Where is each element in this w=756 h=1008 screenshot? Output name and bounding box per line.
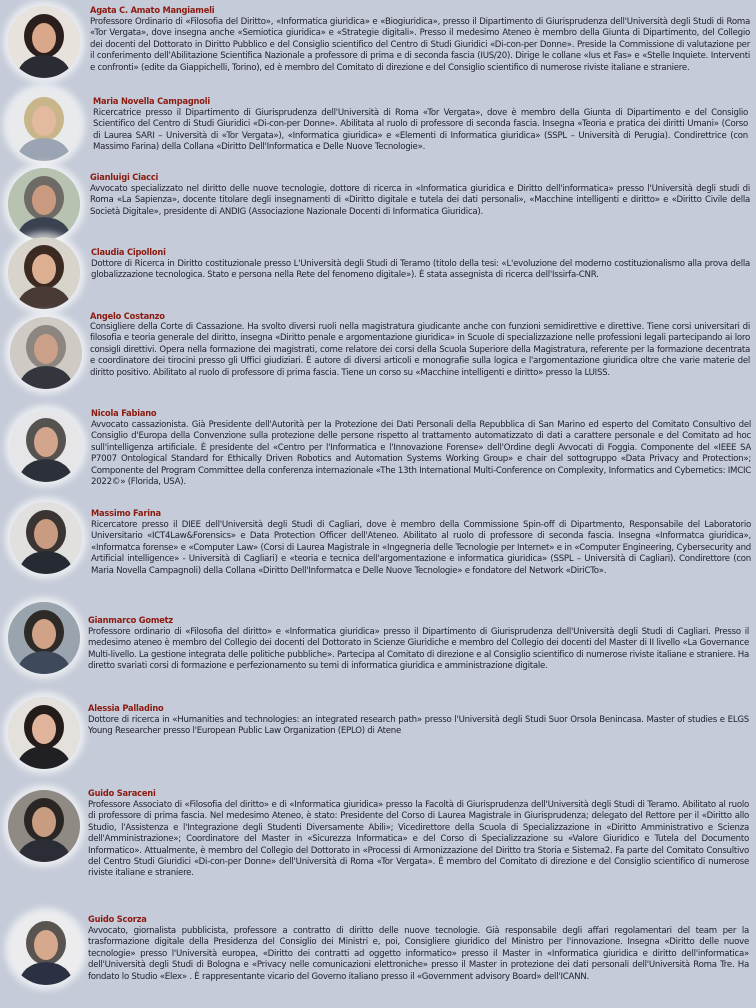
speaker-name: Claudia Cipolloni: [91, 247, 166, 258]
portrait-photo: [10, 317, 82, 389]
speaker-bio: Dottore di Ricerca in Diritto costituzionale presso L'Università degli Studi di Teramo (titolo della tesi: «L'evoluzione del moderno costituzionalismo alla prova della globalizzazione tecnologica. Stato e persona nella Rete del fenomeno digitale»). È stata assegnista di ricerca dell'Issirfa-CNR.: [91, 259, 750, 281]
portrait-photo: [8, 602, 80, 674]
speaker-bio: Consigliere della Corte di Cassazione. Ha svolto diversi ruoli nella magistratura giudicante anche con funzioni semidirettive e direttive. Tiene corsi universitari di filosofia e teoria generale del diritto, insegna «Diritto penale e argomentazione giuridica» in Scuole di specializzazione nelle professioni legali partecipando ai loro consigli direttivi. Opera nella formazione dei magistrati, come relatore dei corsi della Scuola Superiore della Magistratura, referente per la formazione decentrata e coordinatore dei tirocini presso gli Uffici giudiziari. È autore di diversi articoli e monografie sulla logica e l'argomentazione giuridica oltre che varie materie del diritto positivo. Abilitato al ruolo di professore di prima fascia. Tiene un corso su «Macchine intelligenti e diritto» presso la LUISS.: [90, 322, 750, 378]
speaker-bio: Dottore di ricerca in «Humanities and technologies: an integrated research path» presso l'Università degli Studi Suor Orsola Benincasa. Master of studies e ELGS Young Researcher presso l'European Public Law Organization (EPLO) di Atene: [88, 715, 749, 737]
portrait-photo: [10, 502, 82, 574]
portrait-photo: [8, 89, 80, 161]
portrait-photo: [8, 790, 80, 862]
portrait-photo: [10, 913, 82, 985]
portrait-photo: [10, 410, 82, 482]
speaker-name: Alessia Palladino: [88, 703, 164, 714]
portrait-photo: [8, 697, 80, 769]
speaker-bio: Professore Ordinario di «Filosofia del Diritto», «Informatica giuridica» e «Biogiuridica», presso il Dipartimento di Giurisprudenza dell'Università degli Studi di Roma «Tor Vergata», dove insegna anche «Semiotica giuridica» e «Strategie digitali». Presso il medesimo Ateneo è membro della Giunta di Dipartimento, del Collegio dei docenti del Dottorato in Diritto Pubblico e del Consiglio scientifico del Centro di Studi Giuridici «Di-con-per Donne». Preside la Commissione di valutazione per il conferimento dell'Abilitazione Scientifica Nazionale a professore di prima e di seconda fascia (IUS/20). Dirige le collane «Ius et Fas» e «Stelle Inquiete. Interventi e confronti» (edite da Giappichelli, Torino), ed è membro del Comitato di direzione e del Consiglio scientifico di numerose riviste italiane e straniere.: [90, 17, 750, 73]
speaker-name: Guido Saraceni: [88, 788, 156, 799]
speaker-name: Maria Novella Campagnoli: [93, 96, 210, 107]
speaker-bio: Professore ordinario di «Filosofia del diritto» e «Informatica giuridica» presso il Dipartimento di Giurisprudenza dell'Università degli Studi di Cagliari. Presso il medesimo ateneo è membro del Collegio dei docenti del Dottorato in Scienze Giuridiche e membro del Collegio dei docenti del Master di II livello «La Governance Multi-livello. La gestione integrata delle politiche pubbliche». Partecipa al Comitato di direzione e al Consiglio scientifico di numerose riviste italiane e straniere. Ha diretto svariati corsi di formazione e perfezionamento su temi di informatica giuridica e amministrazione digitale.: [88, 627, 749, 672]
speaker-name: Gianmarco Gometz: [88, 615, 174, 626]
portrait-photo: [8, 168, 80, 240]
speaker-bio: Avvocato cassazionista. Già Presidente dell'Autorità per la Protezione dei Dati Personali della Repubblica di San Marino ed esperto del Comitato Consultivo del Consiglio d'Europa della Convenzione sulla protezione delle persone rispetto al trattamento automatizzato di dati a carattere personale e del Comitato ad hoc sull'intelligenza artificiale. È presidente del «Centro per l'Informatica e l'Innovazione Forense» dell'Ordine degli Avvocati di Foggia. Componente del «IEEE SA P7007 Ontological Standard for Ethically Driven Robotics and Automation Systems Working Group» e chair del sottogruppo «Data Privacy and Protection»; Componente del Program Committee della conferenza internazionale «The 13th International Multi-Conference on Complexity, Informatics and Cybernetics: IMCIC 2022©» (Florida, USA).: [91, 420, 751, 488]
portrait-photo: [8, 237, 80, 309]
speaker-name: Guido Scorza: [88, 914, 147, 925]
speaker-bio: Ricercatrice presso il Dipartimento di Giurisprudenza dell'Università di Roma «Tor Vergata», dove è membro della Giunta di Dipartimento e del Consiglio Scientifico del Centro di Studi Giuridici «Di-con-per Donne». Abilitata al ruolo di professore di seconda fascia. Insegna «Teoria e pratica dei diritti Umani» (Corso di Laurea SARI – Università di «Tor Vergata»), «Informatica giuridica» e «Elementi di Informatica giuridica» (SSPL – Università di Perugia). Condirettrice (con Massimo Farina) della Collana «Diritto Dell'Informatica e Delle Nuove Tecnologie».: [93, 108, 748, 153]
speaker-bio: Avvocato specializzato nel diritto delle nuove tecnologie, dottore di ricerca in «Informatica giuridica e Diritto dell'informatica» presso l'Università degli studi di Roma «La Sapienza», docente titolare degli insegnamenti di «Diritto digitale e tutela dei dati personali», «Macchine intelligenti e diritto» e «Diritto Civile della Società Digitale», presidente di ANDIG (Associazione Nazionale Docenti di Informatica Giuridica).: [90, 184, 750, 217]
portrait-photo: [8, 6, 80, 78]
speaker-name: Agata C. Amato Mangiameli: [90, 5, 215, 16]
speaker-name: Nicola Fabiano: [91, 408, 157, 419]
speaker-name: Angelo Costanzo: [90, 311, 165, 322]
speaker-bio: Avvocato, giornalista pubblicista, professore a contratto di diritto delle nuove tecnologie. Già responsabile degli affari regolamentari del team per la trasformazione digitale della Presidenza del Consiglio dei Ministri e, poi, Consigliere giuridico del Ministro per l'innovazione. Insegna «Diritto delle nuove tecnologie» presso l'Università europea, «Diritto dei contratti ad oggetto informatico» presso il Master in «Informatica giuridica e diritto dell'informatica» dell'Università degli Studi di Bologna e «Privacy nelle comunicazioni elettroniche» presso il Master in protezione dei dati personali dell'Università Roma Tre. Ha fondato lo Studio «Elex» . È rappresentante vicario del Governo italiano presso il «Government advisory Board» dell'ICANN.: [88, 926, 749, 982]
speaker-name: Massimo Farina: [91, 508, 161, 519]
speaker-bio: Ricercatore presso il DIEE dell'Università degli Studi di Cagliari, dove è membro della Commissione Spin-off di Dipartmento, Responsabile del Laboratorio Universitario «ICT4Law&Forensics» e Data Protection Officer dell'Ateneo. Abilitato al ruolo di professore di seconda fascia. Insegna «Informatca giuridica», «Informatca forense» e «Computer Law» (Corsi di Laurea Magistrale in «Ingegneria delle Tecnologie per Internet» e in «Computer Engineering, Cybersecurity and Artificial intelligence» - Università di Cagliari) e «teoria e tecnica dell'argomentazione e informatica giuridica» (SSPL – Università di Cagliari). Condirettore (con Maria Novella Campagnoli) della Collana «Diritto Dell'Informatca e Delle Nuove Tecnologie» e fondatore del Network «DiriCTo».: [91, 520, 751, 576]
speaker-name: Gianluigi Ciacci: [90, 172, 159, 183]
speaker-bio: Professore Associato di «Filosofia del diritto» e di «Informatica giuridica» presso la Facoltà di Giurisprudenza dell'Università degli Studi di Teramo. Abilitato al ruolo di professore di prima fascia. Nel medesimo Ateneo, è stato: Presidente del Corso di Laurea Magistrale in Giurisprudenza; delegato del Rettore per il «Diritto allo Studio, l'Assistenza e l'Integrazione degli Studenti Diversamente Abili»; Vicedirettore della Scuola di Specializzazione in «Diritto Amministrativo e Scienza dell'Amministrazione»; Coordinatore del Master in «Sicurezza Informatica» e del Corso di Specializzazione su «Valore Giuridico e Tutela del Documento Informatico». Attualmente, è membro del Collegio del Dottorato in «Processi di Armonizzazione del Diritto tra Storia e Sistema2. Fa parte del Comitato Consultivo del Centro Studi Giuridici «Di-con-per Donne» dell'Università di Roma «Tor Vergata». È membro del Comitato di direzione e del Consiglio scientifico di numerose riviste italiane e straniere.: [88, 800, 749, 879]
